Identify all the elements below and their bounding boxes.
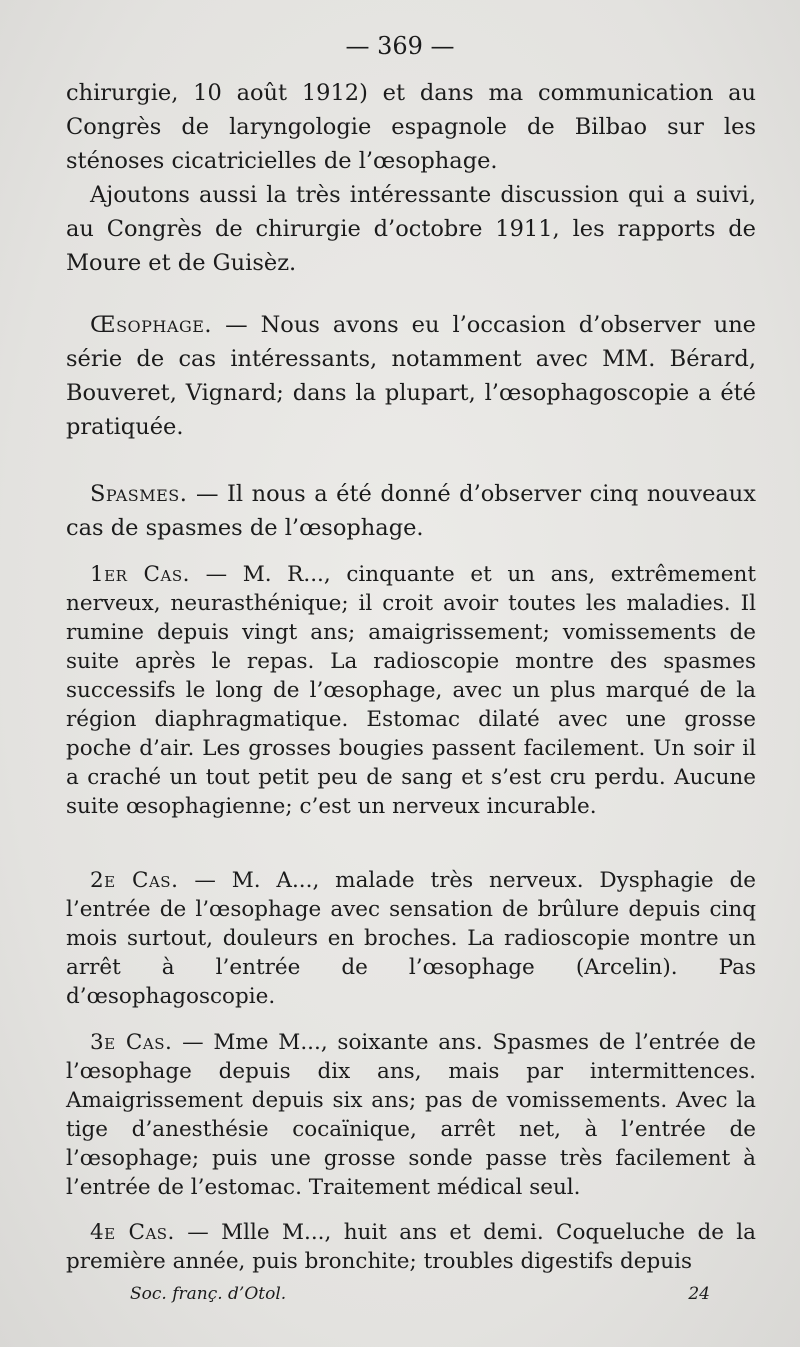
text-block-case-2	[66, 866, 756, 1011]
text-block-spasmes	[66, 477, 756, 545]
footer-journal: Soc. franç. d’Otol.	[130, 1284, 287, 1304]
text-block-case-1	[66, 560, 756, 821]
footer-signature: 24	[688, 1284, 710, 1304]
case-heading-4: 4e Cas.	[90, 1220, 175, 1245]
paragraph-oesophage-text: — Nous avons eu l’occasion d’observer une série de cas intéressants, notamment avec MM. Bérard, Bouveret, Vignard; dans la plupart, l’œsophagoscopie a été pratiquée.	[66, 312, 756, 440]
case-text-3: — Mme M..., soixante ans. Spasmes de l’entrée de l’œsophage depuis dix ans, mais par intermittences. Amaigrissement depuis six ans; pas de vomissements. Avec la tige d’anesthésie cocaïnique, arrêt net, à l’entrée de l’œsophage; puis une grosse sonde passe très facilement à l’entrée de l’estomac. Traitement médical seul.	[66, 1030, 756, 1200]
paragraph-case-4	[66, 1218, 756, 1276]
case-heading-1: 1er Cas.	[90, 562, 190, 587]
paragraph-continuation: chirurgie, 10 août 1912) et dans ma communication au Congrès de laryngologie espagnole de Bilbao sur les sténoses cicatricielles de l’œsophage.	[66, 80, 756, 174]
paragraph-case-2	[66, 866, 756, 1011]
page-number: — 369 —	[345, 32, 455, 60]
text-block-intro	[66, 76, 756, 280]
case-text-1: — M. R..., cinquante et un ans, extrêmement nerveux, neurasthénique; il croit avoir toutes les maladies. Il rumine depuis vingt ans; amaigrissement; vomissements de suite après le repas. La radioscopie montre des spasmes successifs le long de l’œsophage, avec un plus marqué de la région diaphragmatique. Estomac dilaté avec une grosse poche d’air. Les grosses bougies passent facilement. Un soir il a craché un tout petit peu de sang et s’est cru perdu. Aucune suite œsophagienne; c’est un nerveux incurable.	[66, 562, 756, 819]
case-heading-3: 3e Cas.	[90, 1030, 173, 1055]
paragraph-spasmes	[66, 477, 756, 545]
text-block-case-4	[66, 1218, 756, 1276]
paragraph-case-3	[66, 1028, 756, 1202]
page-footer	[130, 1284, 710, 1304]
section-heading-spasmes: Spasmes.	[90, 481, 188, 507]
paragraph-oesophage	[66, 308, 756, 444]
case-heading-2: 2e Cas.	[90, 868, 179, 893]
paragraph-ajoutons: Ajoutons aussi la très intéressante discussion qui a suivi, au Congrès de chirurgie d’octobre 1911, les rapports de Moure et de Guisèz.	[66, 182, 756, 276]
case-text-4: — Mlle M..., huit ans et demi. Coqueluche de la première année, puis bronchite; troubles digestifs depuis	[66, 1220, 756, 1274]
paragraph-spasmes-text: — Il nous a été donné d’observer cinq nouveaux cas de spasmes de l’œsophage.	[66, 481, 756, 541]
section-heading-oesophage: Œsophage.	[90, 312, 213, 338]
paragraph-case-1	[66, 560, 756, 821]
case-text-2: — M. A..., malade très nerveux. Dysphagie de l’entrée de l’œsophage avec sensation de brûlure depuis cinq mois surtout, douleurs en broches. La radioscopie montre un arrêt à l’entrée de l’œsophage (Arcelin). Pas d’œsophagoscopie.	[66, 868, 756, 1009]
text-block-case-3	[66, 1028, 756, 1202]
text-block-oesophage	[66, 308, 756, 444]
